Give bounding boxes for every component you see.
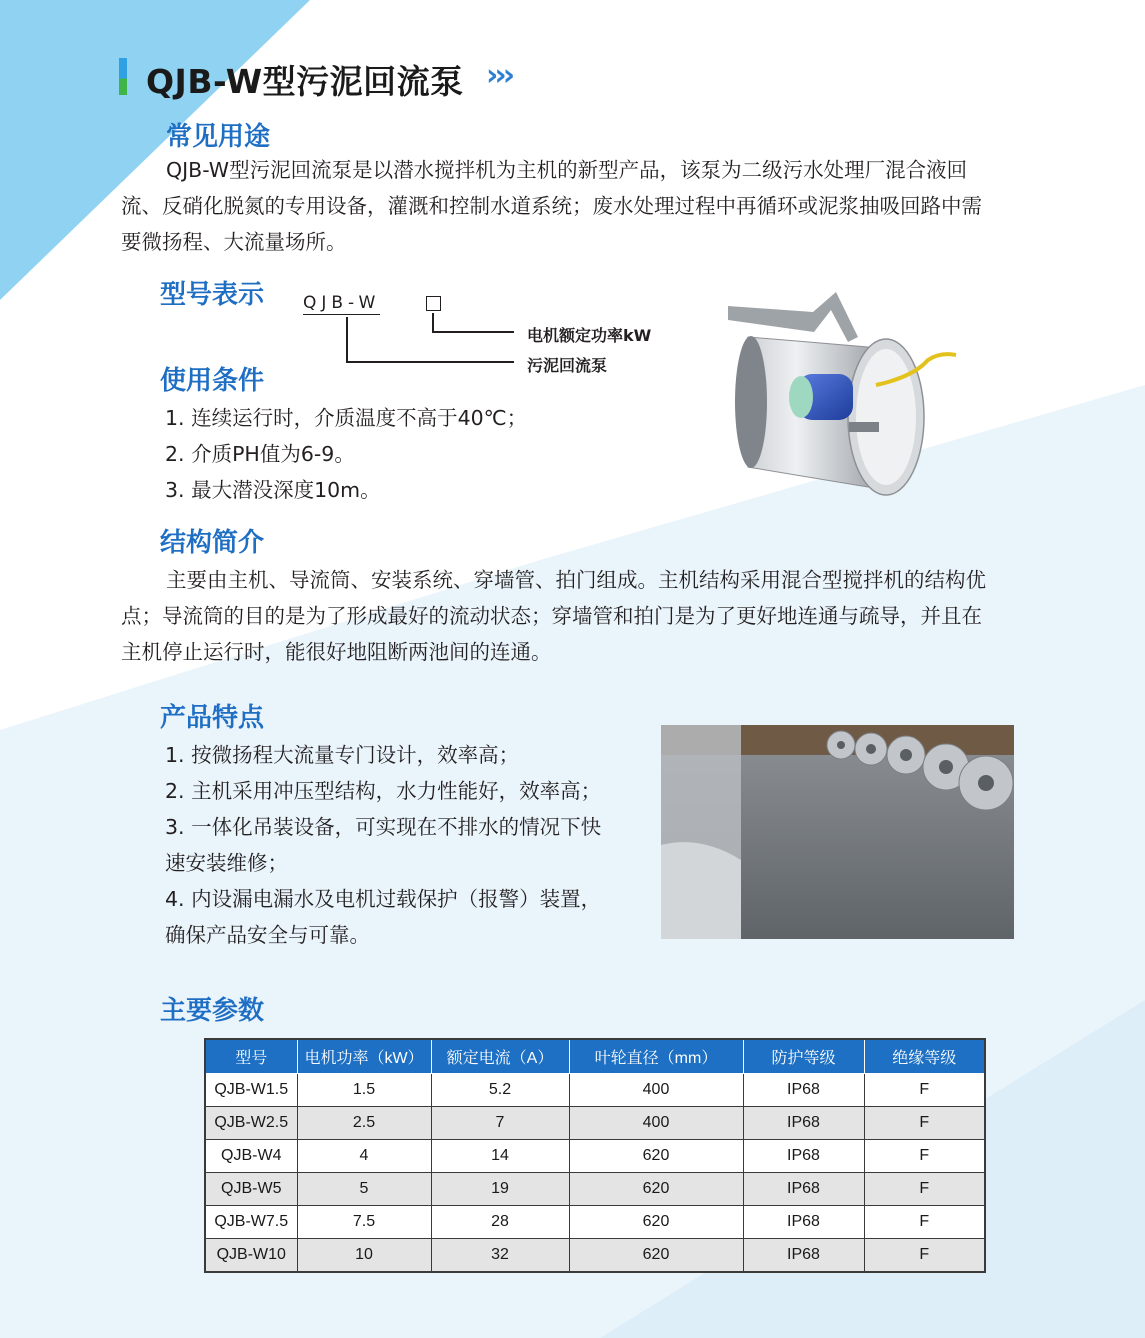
usage-line-1: QJB-W型污泥回流泵是以潜水搅拌机为主机的新型产品，该泵为二级污水处理厂混合液回 xyxy=(166,158,968,182)
table-cell: QJB-W1.5 xyxy=(205,1074,297,1107)
page-title: QJB-W型污泥回流泵 xyxy=(146,62,464,101)
table-cell: 28 xyxy=(431,1206,569,1239)
column-header: 防护等级 xyxy=(743,1039,864,1074)
table-row xyxy=(205,1107,985,1140)
table-cell: 5.2 xyxy=(431,1074,569,1107)
usage-paragraph xyxy=(121,152,982,260)
table-cell: QJB-W4 xyxy=(205,1140,297,1173)
structure-line-1: 主要由主机、导流筒、安装系统、穿墙管、拍门组成。主机结构采用混合型搅拌机的结构优 xyxy=(166,568,986,592)
model-power-label: 电机额定功率kW xyxy=(527,326,652,345)
table-cell: QJB-W10 xyxy=(205,1239,297,1273)
table-cell: F xyxy=(864,1140,985,1173)
structure-line-2: 点；导流筒的目的是为了形成最好的流动状态；穿墙管和拍门是为了更好地连通与疏导，并且在 xyxy=(121,604,982,628)
table-cell: IP68 xyxy=(743,1173,864,1206)
table-cell: F xyxy=(864,1239,985,1273)
table-cell: 14 xyxy=(431,1140,569,1173)
table-row xyxy=(205,1239,985,1273)
features-line-3: 3. 一体化吊装设备，可实现在不排水的情况下快 xyxy=(165,815,602,839)
table-cell: 400 xyxy=(569,1074,743,1107)
table-cell: IP68 xyxy=(743,1140,864,1173)
table-cell: 19 xyxy=(431,1173,569,1206)
table-cell: IP68 xyxy=(743,1107,864,1140)
table-cell: IP68 xyxy=(743,1239,864,1273)
conditions-item-3: 3. 最大潜没深度10m。 xyxy=(165,478,381,502)
table-cell: 7 xyxy=(431,1107,569,1140)
params-table xyxy=(204,1038,986,1273)
pump-product-image xyxy=(718,282,968,497)
table-cell: 400 xyxy=(569,1107,743,1140)
column-header: 型号 xyxy=(205,1039,297,1074)
table-row xyxy=(205,1074,985,1107)
model-pump-label: 污泥回流泵 xyxy=(527,356,608,375)
features-list xyxy=(165,737,601,953)
table-row xyxy=(205,1206,985,1239)
column-header: 电机功率（kW） xyxy=(297,1039,431,1074)
table-cell: F xyxy=(864,1074,985,1107)
table-cell: 4 xyxy=(297,1140,431,1173)
table-cell: 7.5 xyxy=(297,1206,431,1239)
conditions-list xyxy=(165,400,527,508)
table-cell: QJB-W7.5 xyxy=(205,1206,297,1239)
model-power-box xyxy=(426,296,441,311)
table-cell: QJB-W2.5 xyxy=(205,1107,297,1140)
structure-paragraph xyxy=(121,562,986,670)
params-heading: 主要参数 xyxy=(160,996,265,1026)
features-line-5: 4. 内设漏电漏水及电机过载保护（报警）装置， xyxy=(165,887,602,911)
conditions-item-1: 1. 连续运行时，介质温度不高于40℃； xyxy=(165,406,528,430)
table-cell: 620 xyxy=(569,1173,743,1206)
table-cell: 620 xyxy=(569,1140,743,1173)
table-cell: QJB-W5 xyxy=(205,1173,297,1206)
table-row xyxy=(205,1173,985,1206)
table-cell: F xyxy=(864,1107,985,1140)
column-header: 叶轮直径（mm） xyxy=(569,1039,743,1074)
column-header: 额定电流（A） xyxy=(431,1039,569,1074)
features-line-1: 1. 按微扬程大流量专门设计，效率高； xyxy=(165,743,520,767)
features-heading: 产品特点 xyxy=(160,703,265,733)
params-header-row xyxy=(205,1039,985,1074)
table-cell: 1.5 xyxy=(297,1074,431,1107)
title-accent-bar xyxy=(119,58,127,95)
table-cell: 5 xyxy=(297,1173,431,1206)
table-cell: IP68 xyxy=(743,1206,864,1239)
structure-line-3: 主机停止运行时，能很好地阻断两池间的连通。 xyxy=(121,640,552,664)
table-cell: IP68 xyxy=(743,1074,864,1107)
table-cell: 10 xyxy=(297,1239,431,1273)
table-row xyxy=(205,1140,985,1173)
structure-heading: 结构简介 xyxy=(160,528,265,558)
table-cell: 620 xyxy=(569,1206,743,1239)
warehouse-photo xyxy=(661,725,1014,939)
features-line-2: 2. 主机采用冲压型结构，水力性能好，效率高； xyxy=(165,779,602,803)
table-cell: 620 xyxy=(569,1239,743,1273)
conditions-heading: 使用条件 xyxy=(160,366,265,396)
features-line-4: 速安装维修； xyxy=(165,851,288,875)
table-cell: F xyxy=(864,1206,985,1239)
table-cell: 2.5 xyxy=(297,1107,431,1140)
usage-line-3: 要微扬程、大流量场所。 xyxy=(121,230,347,254)
model-code: QJB-W xyxy=(303,293,381,313)
table-cell: 32 xyxy=(431,1239,569,1273)
features-line-6: 确保产品安全与可靠。 xyxy=(165,923,370,947)
conditions-item-2: 2. 介质PH值为6-9。 xyxy=(165,442,355,466)
column-header: 绝缘等级 xyxy=(864,1039,985,1074)
model-heading: 型号表示 xyxy=(160,280,265,310)
usage-line-2: 流、反硝化脱氮的专用设备，灌溉和控制水道系统；废水处理过程中再循环或泥浆抽吸回路中需 xyxy=(121,194,982,218)
table-cell: F xyxy=(864,1173,985,1206)
usage-heading: 常见用途 xyxy=(166,122,271,152)
title-arrows-icon: ››› xyxy=(486,58,512,93)
